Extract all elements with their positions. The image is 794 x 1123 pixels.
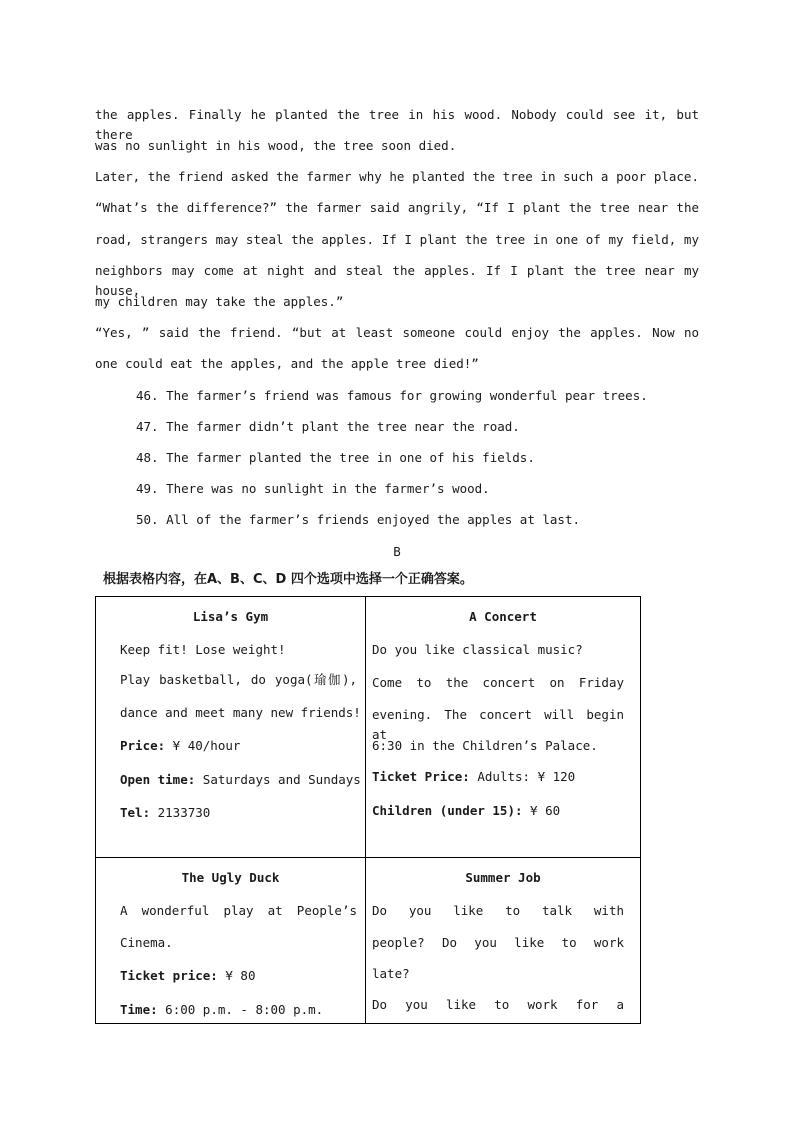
- story-line: was no sunlight in his wood, the tree soon died.: [95, 138, 457, 153]
- question-49: 49. There was no sunlight in the farmer’s wood.: [136, 481, 490, 496]
- ad-line: people? Do you like to work: [372, 935, 624, 950]
- ad-children-price: [372, 801, 624, 821]
- ad-line: Do you like to work for a: [372, 997, 624, 1012]
- ticket-price-label: Ticket Price:: [372, 769, 470, 784]
- tel-value: 2133730: [150, 805, 211, 820]
- question-50: 50. All of the farmer’s friends enjoyed the apples at last.: [136, 512, 581, 527]
- children-price-label: Children (under 15):: [372, 803, 523, 818]
- story-line: one could eat the apples, and the apple tree died!”: [95, 356, 479, 371]
- ad-line: late?: [372, 966, 410, 981]
- story-line: Later, the friend asked the farmer why he planted the tree in such a poor place.: [95, 169, 699, 184]
- ad-line: Cinema.: [120, 935, 173, 950]
- ad-concert: [366, 597, 640, 857]
- question-47: 47. The farmer didn’t plant the tree near the road.: [136, 419, 520, 434]
- ticket-price-value: Adults: ¥ 120: [469, 769, 576, 784]
- ad-summer-job: [366, 858, 640, 1024]
- ad-tel: [120, 803, 357, 823]
- ad-price: [120, 736, 357, 756]
- story-line: “Yes, ” said the friend. “but at least someone could enjoy the apples. Now no: [95, 325, 699, 340]
- question-46: 46. The farmer’s friend was famous for growing wonderful pear trees.: [136, 388, 648, 403]
- story-line: my children may take the apples.”: [95, 294, 344, 309]
- ad-title: The Ugly Duck: [181, 870, 280, 885]
- ticket-price-label: Ticket price:: [120, 968, 218, 983]
- ad-title: Lisa’s Gym: [192, 609, 269, 624]
- ad-ticket-price: [372, 767, 624, 787]
- ads-table: [95, 596, 641, 1024]
- time-value: 6:00 p.m. - 8:00 p.m.: [157, 1002, 324, 1017]
- ad-line: 6:30 in the Children’s Palace.: [372, 738, 598, 753]
- ad-line: A wonderful play at People’s: [120, 903, 357, 918]
- ad-open-time: [120, 770, 361, 790]
- ad-line: Come to the concert on Friday: [372, 675, 624, 690]
- story-line: neighbors may come at night and steal the apples. If I plant the tree near my house,: [95, 263, 699, 298]
- ad-title: Summer Job: [465, 870, 541, 885]
- question-48: 48. The farmer planted the tree in one of his fields.: [136, 450, 535, 465]
- ticket-price-value: ¥ 80: [217, 968, 256, 983]
- ad-ticket-price: [120, 966, 357, 986]
- section-instruction: 根据表格内容，在A、B、C、D 四个选项中选择一个正确答案。: [103, 572, 473, 587]
- open-time-label: Open time:: [120, 772, 196, 787]
- ad-line: Play basketball, do yoga(瑜伽),: [120, 672, 357, 687]
- ad-line: Do you like to talk with: [372, 903, 624, 918]
- ad-line: Keep fit! Lose weight!: [120, 642, 286, 657]
- tel-label: Tel:: [120, 805, 151, 820]
- section-label: B: [393, 544, 401, 559]
- ad-line: dance and meet many new friends!: [120, 705, 361, 720]
- open-time-value: Saturdays and Sundays: [195, 772, 361, 787]
- ad-ugly-duck: [96, 858, 365, 1024]
- time-label: Time:: [120, 1002, 158, 1017]
- ad-line: Do you like classical music?: [372, 642, 583, 657]
- ad-gym: [96, 597, 365, 857]
- price-label: Price:: [120, 738, 166, 753]
- ad-time: [120, 1000, 357, 1020]
- story-line: the apples. Finally he planted the tree in his wood. Nobody could see it, but there: [95, 107, 699, 142]
- children-price-value: ¥ 60: [522, 803, 561, 818]
- ad-title: A Concert: [469, 609, 537, 624]
- story-line: road, strangers may steal the apples. If I plant the tree in one of my field, my: [95, 232, 699, 247]
- story-line: “What’s the difference?” the farmer said angrily, “If I plant the tree near the: [95, 200, 699, 215]
- ad-line: evening. The concert will begin at: [372, 707, 624, 742]
- price-value: ¥ 40/hour: [165, 738, 241, 753]
